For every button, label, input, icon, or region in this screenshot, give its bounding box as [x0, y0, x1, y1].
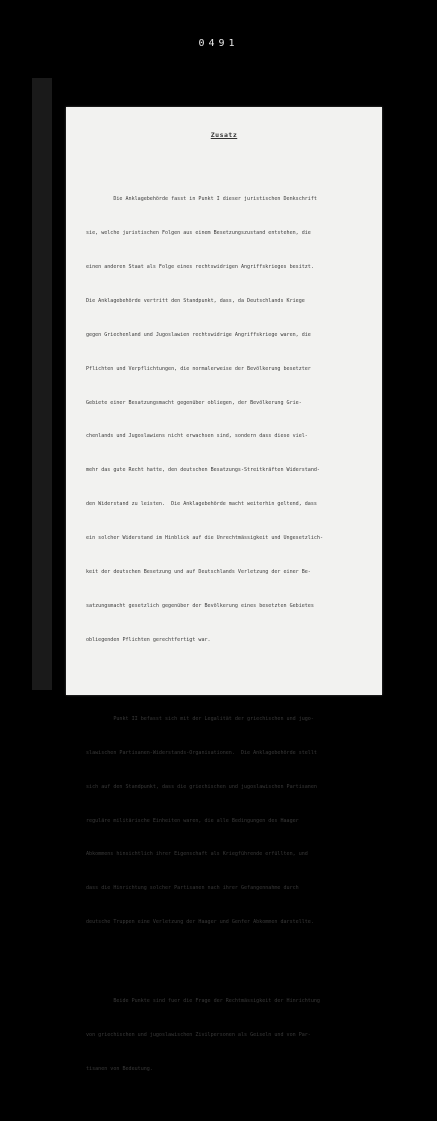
text-line: einen anderen Staat als Folge eines rechtswidrigen Angriffskrieges besitzt. [86, 263, 314, 270]
text-line: keit der deutschen Besetzung und auf Deutschlands Verletzung der einer Be- [86, 568, 311, 575]
text-line: sich auf den Standpunkt, dass die griechischen und jugoslawischen Partisanen [86, 783, 317, 790]
text-line: slawischen Partisanen-Widerstands-Organisationen. Die Anklagebehörde stellt [86, 749, 317, 756]
paragraph-1 [86, 172, 374, 669]
text-line: dass die Hinrichtung solcher Partisanen nach ihrer Gefangennahme durch [86, 885, 299, 892]
document-body [86, 149, 374, 1121]
text-line: sie, welche juristischen Folgen aus einem Besetzungszustand entstehen, die [86, 230, 311, 237]
text-line: den Widerstand zu leisten. Die Anklagebehörde macht weiterhin geltend, dass [86, 501, 317, 508]
text-line: satzungsmacht gesetzlich gegenüber der Bevölkerung eines besetzten Gebietes [86, 602, 314, 609]
text-line: Beide Punkte sind fuer die Frage der Rechtmässigkeit der Hinrichtung [86, 998, 320, 1005]
document-heading: Zusatz [210, 131, 238, 139]
text-line: gegen Griechenland und Jugoslawien rechtswidrige Angriffskriege waren, die [86, 331, 311, 338]
text-line: von griechischen und jugoslawischen Zivilpersonen als Geiseln und von Par- [86, 1032, 311, 1039]
text-line: tisanen von Bedeutung. [86, 1066, 153, 1073]
text-line: Gebiete einer Besatzungsmacht gegenüber obliegen, der Bevölkerung Grie- [86, 399, 302, 406]
text-line: Die Anklagebehörde fasst in Punkt I dieser juristischen Denkschrift [86, 196, 317, 203]
text-line: Abkommens hinsichtlich ihrer Eigenschaft als Kriegführende erfüllten, und [86, 851, 308, 858]
text-line: deutsche Truppen eine Verletzung der Haager und Genfer Abkommen darstellte. [86, 919, 314, 926]
paragraph-2 [86, 691, 374, 951]
document-page [66, 107, 382, 1073]
text-line: Pflichten und Verpflichtungen, die normalerweise der Bevölkerung besetzter [86, 365, 311, 372]
text-line: obliegenden Pflichten gerechtfertigt war. [86, 636, 211, 643]
text-line: Die Anklagebehörde vertritt den Standpunkt, dass, da Deutschlands Kriege [86, 297, 305, 304]
text-line: reguläre militärische Einheiten waren, die alle Bedingungen des Haager [86, 817, 299, 824]
frame-number: 0491 [198, 38, 239, 49]
text-line: Punkt II befasst sich mit der Legalität der griechischen und jugo- [86, 715, 314, 722]
text-line: mehr das gute Recht hatte, den deutschen Besatzungs-Streitkräften Widerstand- [86, 467, 320, 474]
paragraph-3 [86, 974, 374, 1098]
text-line: ein solcher Widerstand im Hinblick auf die Unrechtmässigkeit und Ungesetzlich- [86, 535, 324, 542]
text-line: chenlands und Jugoslawiens nicht erwachsen sind, sondern dass diese viel- [86, 433, 308, 440]
backing-strip [32, 78, 52, 690]
